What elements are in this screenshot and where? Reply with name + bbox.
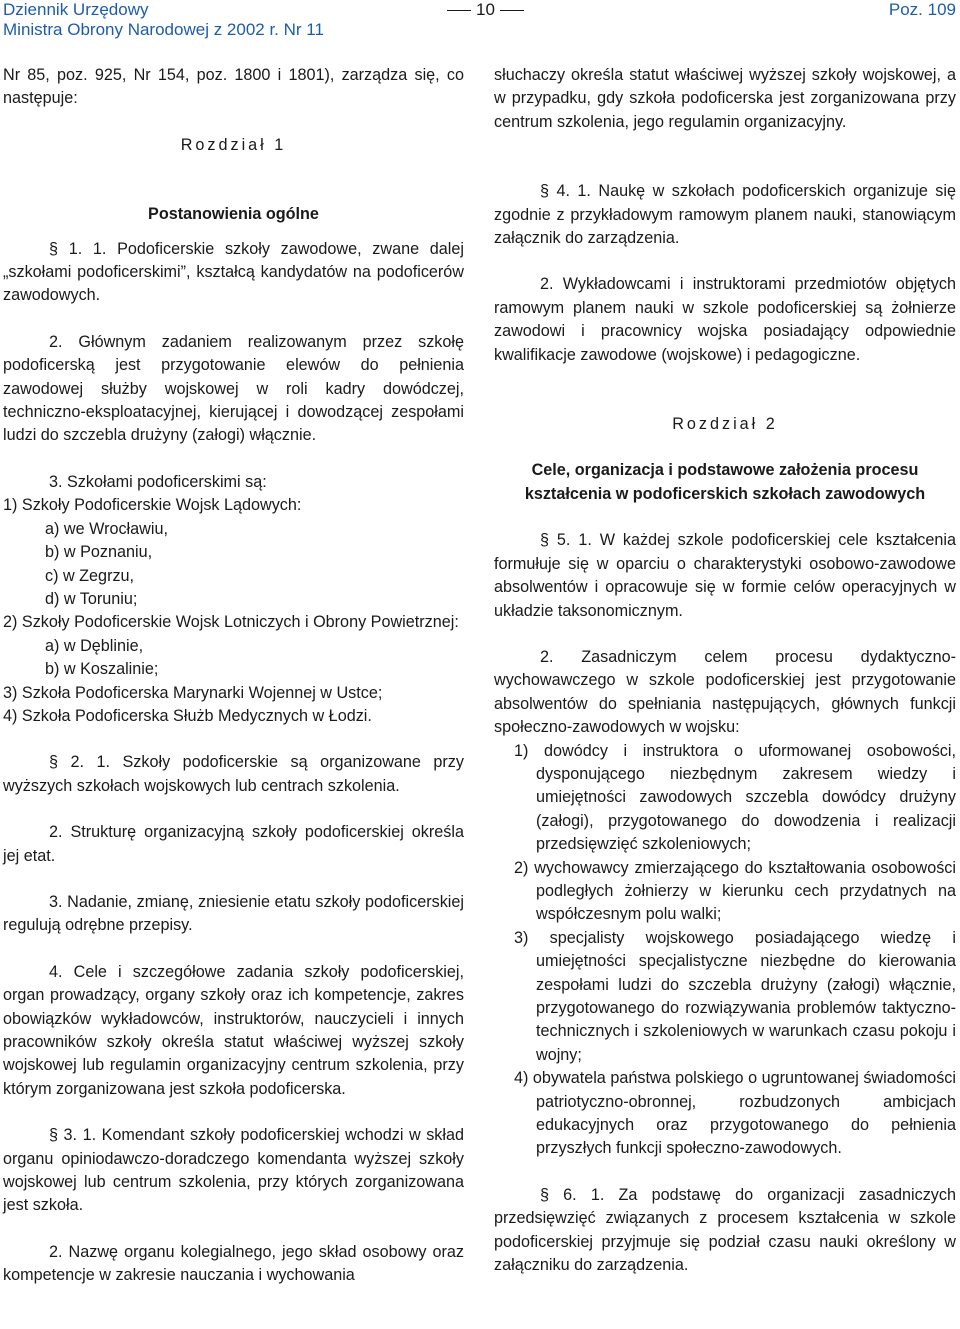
page-number-text: 10 (476, 0, 495, 19)
paragraph-s5-2: 2. Zasadniczym celem procesu dydaktyczno-wychowawczego w szkole podoficerskiej jest przygotowanie absolwentów do spełniania następujących, głównych funkcji społeczno-zawodowych w wojsku: (494, 647, 956, 737)
paragraph-s4-1: § 4. 1. Naukę w szkołach podoficerskich organizuje się zgodnie z przykładowym ramowym planem nauki, stanowiącym załącznik do zarządzenia. (494, 182, 956, 248)
paragraph-s1-1: § 1. 1. Podoficerskie szkoły zawodowe, zwane dalej „szkołami podoficerskimi”, kształcą kandydatów na podoficerów zawodowych. (3, 239, 464, 305)
paragraph-s5-1: § 5. 1. W każdej szkole podoficerskiej cele kształcenia formułuje się w oparciu o charakterystyki osobowo-zawodowe absolwentów i opracowuje się w formie celów operacyjnych w układzie taksonomicznym. (494, 531, 956, 620)
paragraph-s2-1: § 2. 1. Szkoły podoficerskie są organizowane przy wyższych szkołach wojskowych lub centrach szkolenia. (3, 753, 464, 795)
list-item: c) w Zegrzu, (45, 566, 135, 585)
ministry-title: Ministra Obrony Narodowej z 2002 r. Nr 11 (3, 20, 324, 39)
right-column (494, 64, 956, 1277)
list-item: 1) dowódcy i instruktora o uformowanej osobowości, dysponującego niezbędnym zakresem wiedzy i umiejętności zawodowych szczebla dowódcy drużyny (załogi), przygotowanego do dowodzenia i realizacji przedsięwzięć szkoleniowych; (514, 741, 956, 854)
position-label: Poz. 109 (888, 0, 956, 19)
chapter-2-heading: Rozdział 2 (672, 415, 778, 434)
left-column (3, 64, 464, 1288)
paragraph-s1-2: 2. Głównym zadaniem realizowanym przez szkołę podoficerską jest przygotowanie elewów do pełnienia zawodowej służby wojskowej w roli kadry dowódczej, techniczno-eksploatacyjnej, kierującej i dowodzącej zespołami ludzi do szczebla drużyny (załogi) włącznie. (3, 332, 464, 445)
page-number-rule-left (447, 10, 471, 11)
chapter-2-title-line-2: kształcenia w podoficerskich szkołach zawodowych (524, 484, 926, 503)
list-item: b) w Poznaniu, (45, 543, 153, 562)
list-item: b) w Koszalinie; (45, 660, 159, 679)
list-item: 2) Szkoły Podoficerskie Wojsk Lotniczych i Obrony Powietrznej: (3, 613, 459, 632)
intro-paragraph: Nr 85, poz. 925, Nr 154, poz. 1800 i 1801), zarządza się, co następuje: (3, 66, 464, 108)
page-number (442, 0, 529, 20)
list-item: d) w Toruniu; (45, 589, 138, 608)
chapter-1-title: Postanowienia ogólne (148, 205, 319, 224)
list-item: 3) specjalisty wojskowego posiadającego wiedzę i umiejętności specjalistyczne niezbędne do kierowania zespołami ludzi do szczebla drużyny (załogi) włącznie, przygotowanego do rozwiązywania problemów taktyczno-technicznych i szkoleniowych w warunkach czasu pokoju i wojny; (514, 928, 956, 1064)
chapter-2-title-line-1: Cele, organizacja i podstawowe założenia procesu (531, 461, 919, 480)
paragraph-s6-1: § 6. 1. Za podstawę do organizacji zasadniczych przedsięwzięć związanych z procesem kształcenia w szkole podoficerskiej przyjmuje się podział czasu nauki określony w załączniku do zarządzenia. (494, 1185, 956, 1275)
paragraph-s2-3: 3. Nadanie, zmianę, zniesienie etatu szkoły podoficerskiej regulują odrębne przepisy. (3, 892, 464, 935)
list-item: 4) Szkoła Podoficerska Służb Medycznych w Łodzi. (3, 706, 372, 725)
paragraph-s4-2: 2. Wykładowcami i instruktorami przedmiotów objętych ramowym planem nauki w szkole podoficerskiej są żołnierze zawodowi i pracownicy wojska posiadający odpowiednie kwalifikacje zawodowe (wojskowe) i pedagogiczne. (494, 275, 956, 364)
page-header (0, 0, 960, 44)
paragraph-s2-2: 2. Strukturę organizacyjną szkoły podoficerskiej określa jej etat. (3, 823, 464, 865)
paragraph-s3-1: § 3. 1. Komendant szkoły podoficerskiej wchodzi w skład organu opiniodawczo-doradczego komendanta wyższej szkoły wojskowej lub centrum szkolenia, przy których zorganizowana jest szkoła. (3, 1126, 464, 1215)
paragraph-s3-2: 2. Nazwę organu kolegialnego, jego skład osobowy oraz kompetencje w zakresie nauczania i wychowania (3, 1242, 464, 1285)
list-item: 3) Szkoła Podoficerska Marynarki Wojennej w Ustce; (3, 683, 383, 702)
chapter-1-heading: Rozdział 1 (180, 135, 287, 154)
list-item: 1) Szkoły Podoficerskie Wojsk Lądowych: (3, 496, 302, 515)
continued-paragraph: słuchaczy określa statut właściwej wyższej szkoły wojskowej, a w przypadku, gdy szkoła podoficerska jest zorganizowana przy centrum szkolenia, jego regulamin organizacyjny. (494, 66, 956, 131)
journal-title: Dziennik Urzędowy (3, 0, 149, 19)
paragraph-s2-4: 4. Cele i szczegółowe zadania szkoły podoficerskiej, organ prowadzący, organy szkoły oraz ich kompetencje, zakres obowiązków wykładowców, instruktorów, nauczycieli i innych pracowników szkoły określa statut właściwej wyższej szkoły wojskowej lub regulamin organizacyjny centrum szkolenia, przy którym zorganizowana jest szkoła podoficerska. (3, 962, 464, 1098)
page-number-rule-right (500, 10, 524, 11)
list-item: a) we Wrocławiu, (45, 519, 168, 538)
list-item: 4) obywatela państwa polskiego o ugruntowanej świadomości patriotyczno-obronnej, rozbudzonych ambicjach edukacyjnych oraz przygotowanego do pełnienia przyszłych funkcji społeczno-zawodowych. (514, 1069, 956, 1158)
list-item: 2) wychowawcy zmierzającego do kształtowania osobowości podległych żołnierzy w kierunku cech przydatnych na współczesnym polu walki; (514, 858, 956, 924)
paragraph-s1-3: 3. Szkołami podoficerskimi są: (49, 472, 267, 491)
journal-header (3, 0, 324, 40)
list-item: a) w Dęblinie, (45, 636, 144, 655)
